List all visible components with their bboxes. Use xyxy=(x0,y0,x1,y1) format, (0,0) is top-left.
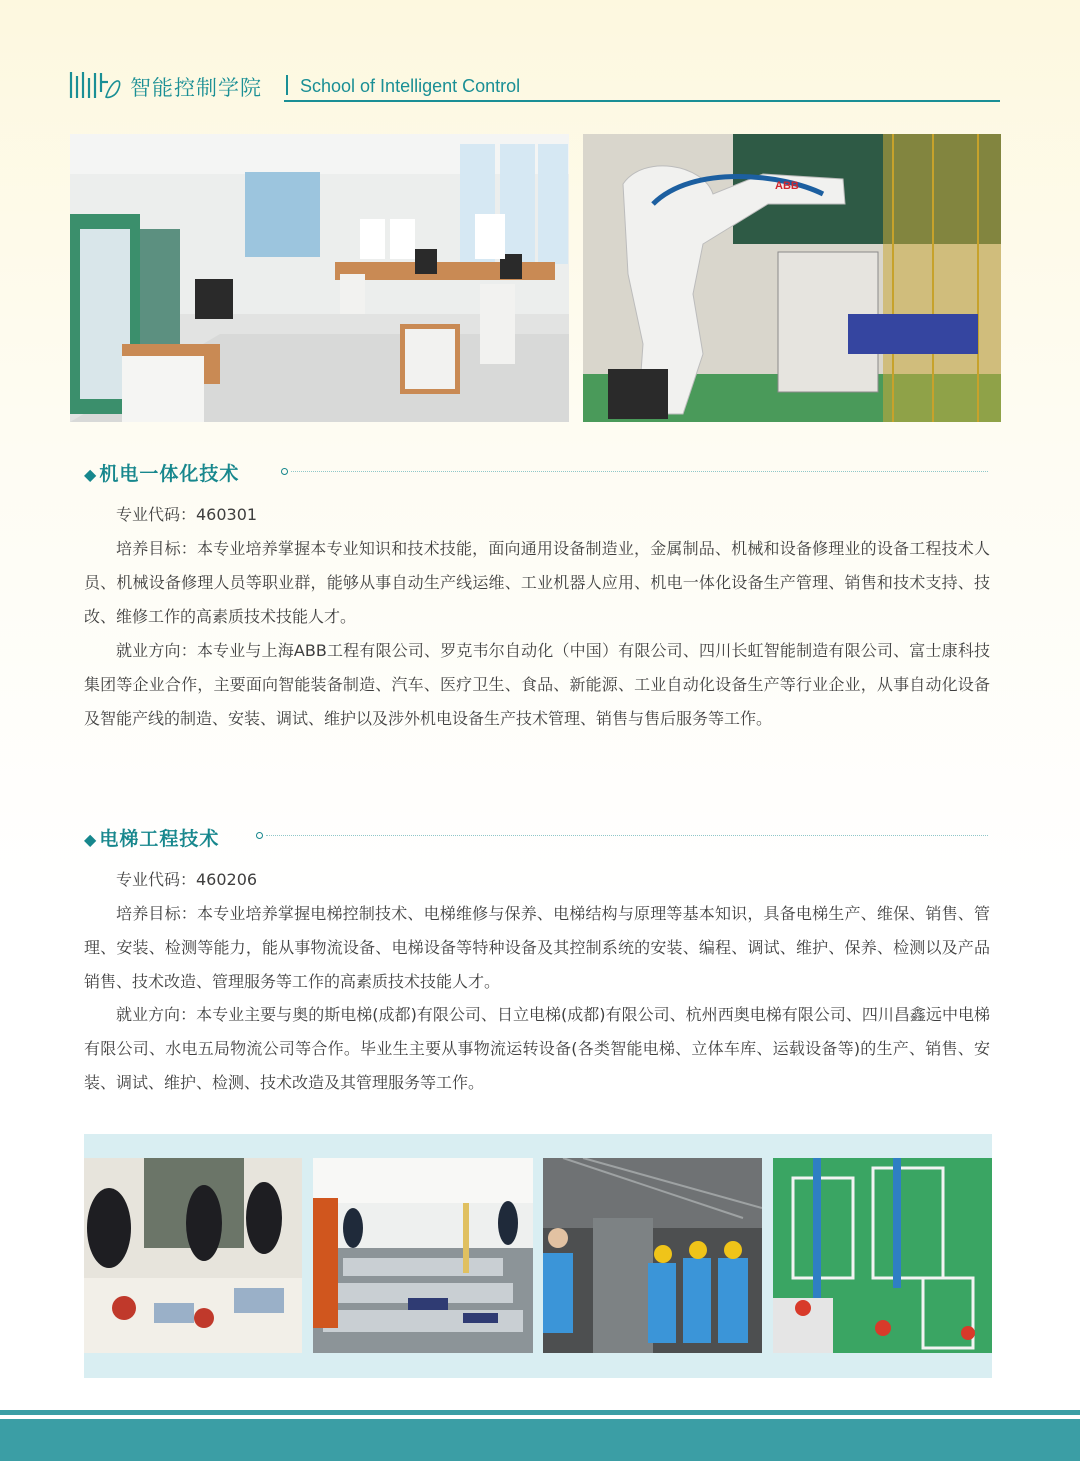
training-goal: 培养目标：本专业培养掌握电梯控制技术、电梯维修与保养、电梯结构与原理等基本知识，具备电梯生产、维保、销售、管理、安装、检测等能力，能从事物流设备、电梯设备等特种设备及其控制系统的安装、编程、调试、维护、保养、检测以及产品销售、技术改造、管理服务等工作的高素质技术技能人才。 xyxy=(84,904,990,991)
circle-marker-icon xyxy=(281,468,288,475)
dotted-divider xyxy=(266,835,988,836)
elevator-tower-photo xyxy=(773,1158,992,1353)
training-goal: 培养目标：本专业培养掌握本专业知识和技术技能，面向通用设备制造业，金属制品、机械和设备修理业的设备工程技术人员、机械设备修理人员等职业群，能够从事自动生产线运维、工业机器人应用、机电一体化设备生产管理、销售和技术支持、技改、维修工作的高素质技术技能人才。 xyxy=(84,539,990,626)
header-separator xyxy=(286,75,288,95)
lab-photo xyxy=(70,134,569,422)
college-name-en: School of Intelligent Control xyxy=(300,76,521,96)
section-title-elevator xyxy=(84,824,219,851)
employment-direction: 就业方向：本专业主要与奥的斯电梯(成都)有限公司、日立电梯(成都)有限公司、杭州西奥电梯有限公司、四川昌鑫远中电梯有限公司、水电五局物流公司等合作。毕业生主要从事物流运转设备(各类智能电梯、立体车库、运载设备等)的生产、销售、安装、调试、维护、检测、技术改造及其管理服务等工作。 xyxy=(84,1005,990,1092)
dotted-divider xyxy=(291,471,988,472)
circle-marker-icon xyxy=(256,832,263,839)
footer-stripe xyxy=(0,1410,1080,1415)
elevator-workshop-photo xyxy=(543,1158,762,1353)
automation-lab-photo xyxy=(313,1158,533,1353)
diamond-bullet-icon: ◆ xyxy=(84,830,98,849)
section-title-mechatronics xyxy=(84,459,239,486)
section-title-text: 电梯工程技术 xyxy=(99,828,220,850)
major-code: 专业代码：460206 xyxy=(116,870,258,889)
college-name-cn: 智能控制学院 xyxy=(130,76,262,100)
diamond-bullet-icon: ◆ xyxy=(84,465,98,484)
students-assembly-photo xyxy=(84,1158,302,1353)
footer-bar xyxy=(0,1419,1080,1461)
robot-photo xyxy=(583,134,1001,422)
college-logo-icon xyxy=(68,70,126,100)
page-header xyxy=(68,66,1000,102)
major-code: 专业代码：460301 xyxy=(116,505,258,524)
section-title-text: 机电一体化技术 xyxy=(99,463,240,485)
employment-direction: 就业方向：本专业与上海ABB工程有限公司、罗克韦尔自动化（中国）有限公司、四川长虹智能制造有限公司、富士康科技集团等企业合作，主要面向智能装备制造、汽车、医疗卫生、食品、新能源、工业自动化设备生产等行业企业，从事自动化设备及智能产线的制造、安装、调试、维护以及涉外机电设备生产技术管理、销售与售后服务等工作。 xyxy=(84,641,990,728)
robot-brand-label: ABB xyxy=(775,180,799,192)
header-rule xyxy=(284,100,1000,102)
